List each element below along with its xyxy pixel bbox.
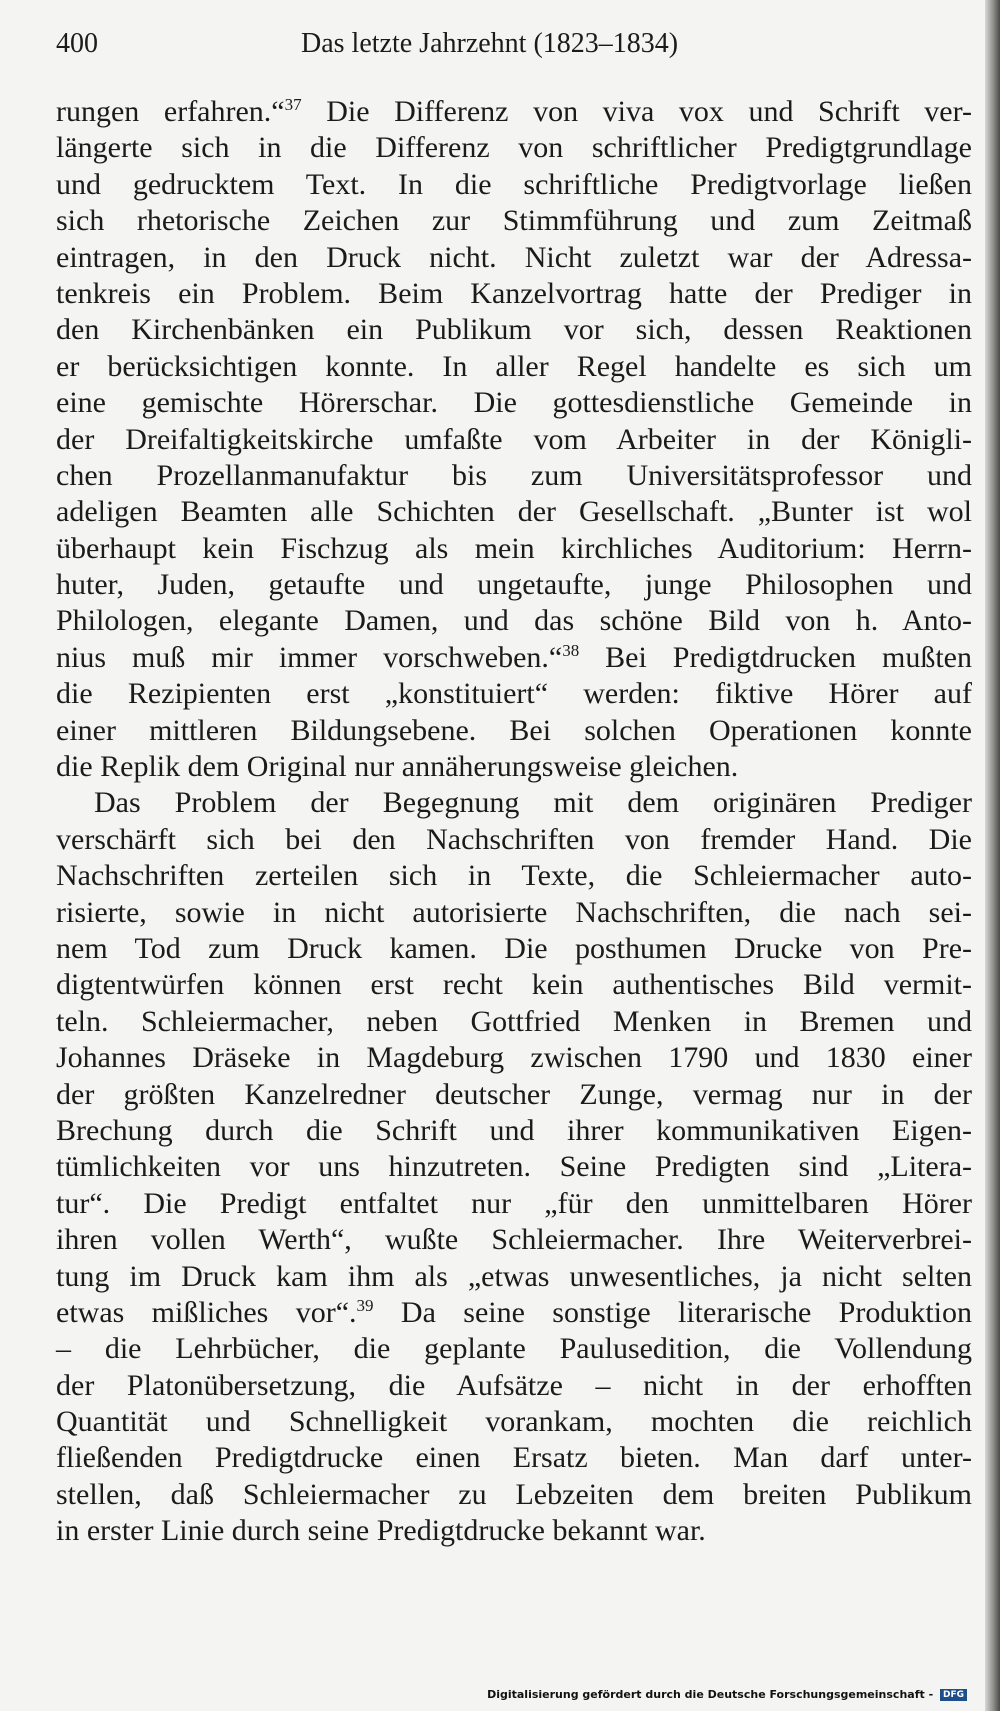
line-text: teln. Schleiermacher, neben Gottfried Menken in Bremen und (56, 1004, 972, 1038)
line-text: überhaupt kein Fischzug als mein kirchliches Auditorium: Herrn- (56, 531, 972, 565)
line-text: die Replik dem Original nur annäherungsweise gleichen. (56, 750, 739, 784)
text-line (56, 240, 972, 276)
text-line (56, 749, 972, 785)
line-text: rungen erfahren.“ (56, 95, 285, 128)
text-line (56, 1368, 972, 1404)
text-line (56, 676, 972, 712)
page-edge-shadow (985, 0, 1000, 1711)
text-line (56, 822, 972, 858)
text-line (56, 312, 972, 348)
running-title: Das letzte Jahrzehnt (1823–1834) (301, 28, 679, 59)
line-text: tümlichkeiten vor uns hinzutreten. Seine Predigten sind „Litera- (56, 1150, 972, 1184)
text-line (56, 713, 972, 749)
digitization-credit (487, 1688, 967, 1701)
line-text: etwas mißliches vor“. (56, 1295, 357, 1329)
text-line (56, 931, 972, 967)
dfg-logo: DFG (940, 1689, 967, 1701)
text-line (56, 1186, 972, 1222)
line-text: der Platonübersetzung, die Aufsätze – nicht in der erhofften (56, 1368, 972, 1402)
line-text: und gedrucktem Text. In die schriftliche Predigtvorlage ließen (56, 167, 972, 201)
line-text: adeligen Beamten alle Schichten der Gesellschaft. „Bunter ist wol (56, 495, 972, 529)
line-text: nius muß mir immer vorschweben.“ (56, 640, 563, 674)
footnote-reference: 38 (562, 640, 580, 660)
text-line (56, 858, 972, 894)
text-line (56, 1513, 972, 1549)
text-line (56, 1477, 972, 1513)
text-line (56, 494, 972, 530)
text-line (56, 203, 972, 239)
text-line (56, 1040, 972, 1076)
text-line (56, 1440, 972, 1476)
text-line (56, 1404, 972, 1440)
line-text: die Rezipienten erst „konstituiert“ werden: fiktive Hörer auf (56, 677, 972, 711)
line-text: einer mittleren Bildungsebene. Bei solchen Operationen konnte (56, 713, 972, 747)
text-line (56, 1004, 972, 1040)
line-text: der größten Kanzelredner deutscher Zunge, vermag nur in der (56, 1077, 972, 1111)
line-text: huter, Juden, getaufte und ungetaufte, junge Philosophen und (56, 568, 972, 602)
body-text (56, 94, 972, 1550)
text-line (56, 1077, 972, 1113)
line-text: verschärft sich bei den Nachschriften von fremder Hand. Die (56, 822, 972, 856)
line-text: der Dreifaltigkeitskirche umfaßte vom Arbeiter in der Königli- (56, 422, 972, 456)
line-text: sich rhetorische Zeichen zur Stimmführung und zum Zeitmaß (56, 204, 972, 238)
text-line (56, 1222, 972, 1258)
line-text: stellen, daß Schleiermacher zu Lebzeiten dem breiten Publikum (56, 1477, 972, 1511)
line-text: eine gemischte Hörerschar. Die gottesdienstliche Gemeinde in (56, 386, 972, 420)
line-text: Das Problem der Begegnung mit dem originären Prediger (94, 786, 972, 820)
line-text: ihren vollen Werth“, wußte Schleiermacher. Ihre Weiterverbrei- (56, 1223, 972, 1257)
line-text: eintragen, in den Druck nicht. Nicht zuletzt war der Adressa- (56, 240, 972, 274)
text-line (56, 422, 972, 458)
line-text: tur“. Die Predigt entfaltet nur „für den unmittelbaren Hörer (56, 1186, 972, 1220)
line-text: – die Lehrbücher, die geplante Paulusedition, die Vollendung (56, 1332, 972, 1366)
line-text: Nachschriften zerteilen sich in Texte, die Schleiermacher auto- (56, 859, 972, 893)
line-text: chen Prozellanmanufaktur bis zum Universitätsprofessor und (56, 458, 972, 492)
line-text: tenkreis ein Problem. Beim Kanzelvortrag hatte der Prediger in (56, 276, 972, 310)
line-text: er berücksichtigen konnte. In aller Regel handelte es sich um (56, 349, 972, 383)
line-text-continued: Bei Predigtdrucken mußten (579, 640, 972, 674)
line-text: Philologen, elegante Damen, und das schöne Bild von h. Anto- (56, 604, 972, 638)
text-line (56, 967, 972, 1003)
line-text: digtentwürfen können erst recht kein authentisches Bild vermit- (56, 968, 972, 1002)
text-line (56, 603, 972, 639)
text-line (56, 531, 972, 567)
text-line (56, 276, 972, 312)
page-number: 400 (56, 28, 98, 59)
credit-text: Digitalisierung gefördert durch die Deutsche Forschungsgemeinschaft - (487, 1688, 934, 1701)
line-text: risierte, sowie in nicht autorisierte Nachschriften, die nach sei- (56, 895, 972, 929)
line-text: tung im Druck kam ihm als „etwas unwesentliches, ja nicht selten (56, 1259, 972, 1293)
text-line (56, 349, 972, 385)
text-line (56, 1259, 972, 1295)
text-line (56, 385, 972, 421)
line-text: nem Tod zum Druck kamen. Die posthumen Drucke von Pre- (56, 931, 972, 965)
line-text-continued: Die Differenz von viva vox und Schrift ver- (301, 95, 972, 128)
text-line (56, 895, 972, 931)
text-line (56, 1331, 972, 1367)
line-text-continued: Da seine sonstige literarische Produktion (373, 1295, 972, 1329)
text-line (56, 640, 972, 676)
line-text: in erster Linie durch seine Predigtdrucke bekannt war. (56, 1514, 706, 1548)
footnote-reference: 39 (356, 1295, 374, 1315)
line-text: fließenden Predigtdrucke einen Ersatz bieten. Man darf unter- (56, 1441, 972, 1475)
text-line (56, 1149, 972, 1185)
line-text: Quantität und Schnelligkeit vorankam, mochten die reichlich (56, 1405, 972, 1439)
line-text: den Kirchenbänken ein Publikum vor sich, dessen Reaktionen (56, 313, 972, 347)
line-text: Brechung durch die Schrift und ihrer kommunikativen Eigen- (56, 1113, 972, 1147)
text-line (56, 94, 972, 130)
footnote-reference: 37 (284, 95, 302, 114)
text-line (56, 567, 972, 603)
line-text: Johannes Dräseke in Magdeburg zwischen 1790 und 1830 einer (56, 1041, 972, 1075)
text-line (56, 1113, 972, 1149)
text-line (56, 167, 972, 203)
line-text: längerte sich in die Differenz von schriftlicher Predigtgrundlage (56, 131, 972, 165)
text-line (56, 458, 972, 494)
text-line (56, 1295, 972, 1331)
page-header (56, 28, 776, 68)
text-line (56, 130, 972, 166)
text-line (56, 785, 972, 821)
